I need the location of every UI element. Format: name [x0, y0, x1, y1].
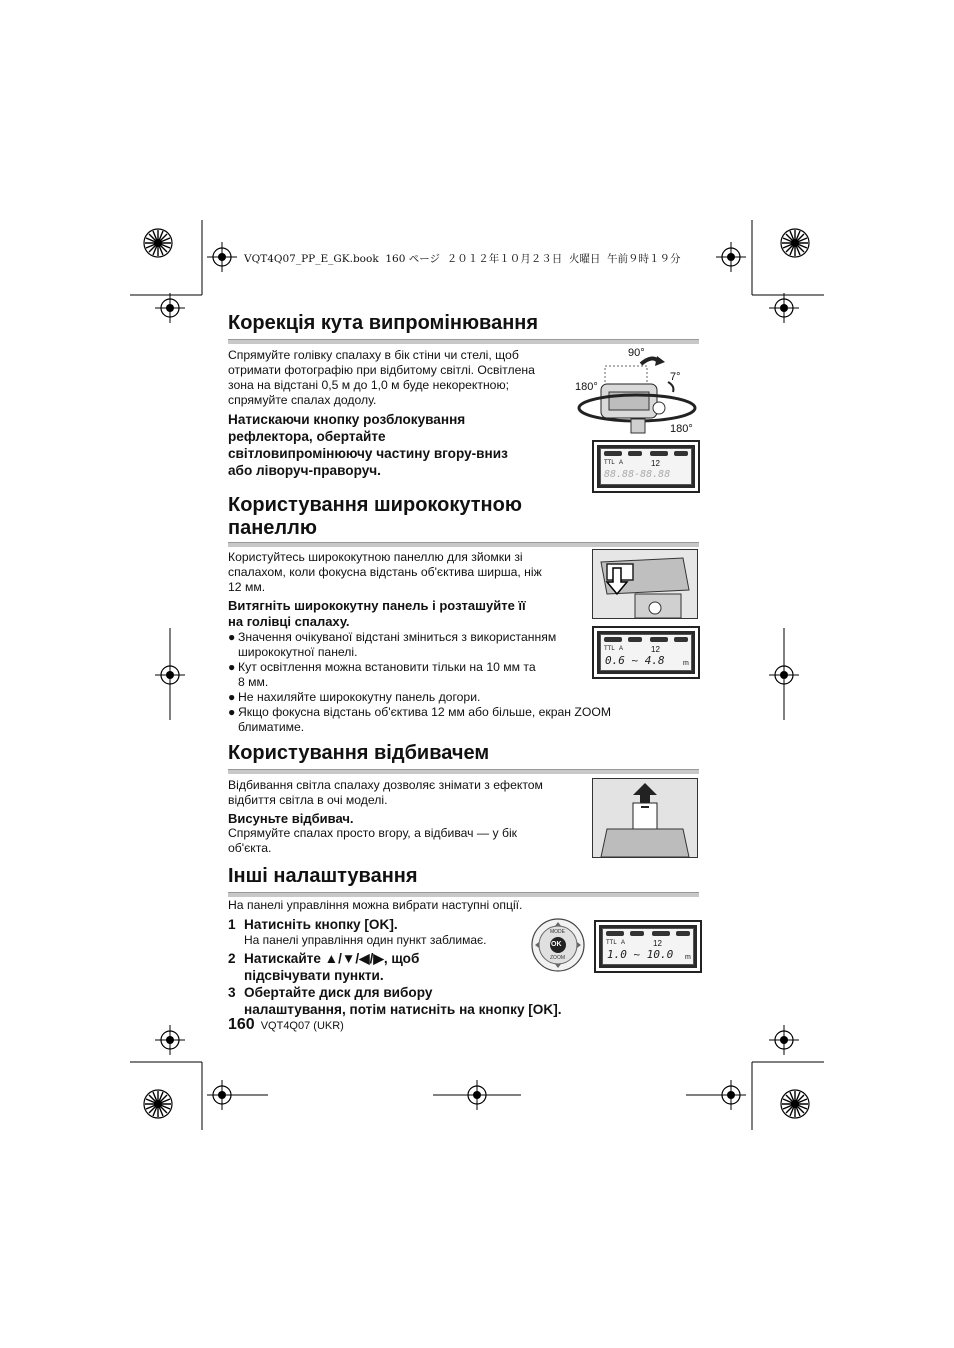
step-1: 1 Натисніть кнопку [OK]. На панелі управління один пункт заблимає.: [228, 917, 487, 947]
reflector-photo: [592, 778, 698, 858]
dial-ok-label: OK: [551, 941, 562, 948]
section3-subtext: Спрямуйте спалах просто вгору, а відбивач — у бік об'єкта.: [228, 826, 517, 855]
list-item: ● Кут освітлення можна встановити тільки на 10 мм та 8 мм.: [228, 660, 536, 689]
document-code: VQT4Q07 (UKR): [260, 1020, 344, 1032]
flash-rotation-illustration: [573, 344, 699, 438]
angle-label-7: 7°: [670, 371, 681, 383]
lcd-range: 0.6 ~ 4.8: [605, 654, 665, 667]
lcd-panel-1: [592, 440, 700, 493]
step-3: 3 Обертайте диск для вибору налаштування, потім натисніть на кнопку [OK].: [228, 985, 562, 1017]
step-2: 2 Натискайте ▲/▼/◀/▶, щоб підсвічувати пункти.: [228, 951, 420, 983]
section-rule: [228, 892, 699, 897]
section2-bullets: [228, 630, 648, 735]
section-rule: [228, 542, 699, 547]
lcd-ttl: TTL: [604, 646, 615, 652]
section-title-other-settings: Інші налаштування: [228, 865, 418, 887]
dial-mode-label: MODE: [550, 929, 565, 935]
section-title-reflector: Користування відбивачем: [228, 742, 490, 764]
lcd-a: A: [619, 646, 624, 652]
lcd-range-placeholder: 88.88-88.88: [604, 469, 671, 480]
lcd-range: 1.0 ~ 10.0: [607, 948, 674, 961]
section3-paragraph: Відбивання світла спалаху дозволяє знімати з ефектом відбиття світла в очі моделі.: [228, 778, 543, 807]
lcd-panel-2: [592, 626, 700, 679]
lcd-ttl: TTL: [606, 940, 617, 946]
section-rule: [228, 769, 699, 774]
section1-paragraph: Спрямуйте голівку спалаху в бік стіни чи стелі, щоб отримати фотографію при відбитому світлі. Освітлена зона на відстані 0,5 м до 1,0 м буде некоректною; спрямуйте спалах додолу.: [228, 348, 535, 407]
lcd-unit: m: [683, 660, 689, 667]
section-title-angle: Корекція кута випромінювання: [228, 312, 539, 334]
lcd-zoom-value: 12: [651, 459, 660, 468]
section3-instruction: Висуньте відбивач.: [228, 811, 354, 826]
angle-label-180-right: 180°: [670, 423, 693, 435]
section2-paragraph: Користуйтесь ширококутною панеллю для зйомки зі спалахом, коли фокусна відстань об'єктива ширша, ніж 12 мм.: [228, 550, 542, 594]
page-number: 160: [228, 1016, 255, 1033]
page-footer: [228, 1016, 344, 1034]
dial-zoom-label: ZOOM: [550, 955, 565, 961]
lcd-a: A: [619, 460, 624, 466]
lcd-zoom-value: 12: [651, 645, 660, 654]
lcd-panel-3: [594, 920, 702, 973]
angle-label-90: 90°: [628, 347, 645, 359]
list-item: ● Якщо фокусна відстань об'єктива 12 мм або більше, екран ZOOM блиматиме.: [228, 705, 611, 734]
print-header: VQT4Q07_PP_E_GK.book 160 ページ ２０１２年１０月２３日 火曜日 午前９時１９分: [244, 253, 681, 265]
lcd-zoom-value: 12: [653, 939, 662, 948]
lcd-unit: m: [685, 954, 691, 961]
section2-instruction: Витягніть ширококутну панель і розташуйте її на голівці спалаху.: [228, 598, 526, 629]
angle-label-180-left: 180°: [575, 381, 598, 393]
section1-instruction: Натискаючи кнопку розблокування рефлектора, обертайте світловипромінюючу частину вгору-вниз або ліворуч-праворуч.: [228, 412, 508, 478]
control-dial: [530, 917, 586, 973]
list-item: ● Не нахиляйте ширококутну панель догори.: [228, 690, 481, 704]
wide-panel-photo: [592, 549, 698, 619]
section-title-wide-panel: Користування ширококутною панеллю: [228, 494, 522, 539]
lcd-a: A: [621, 940, 626, 946]
list-item: ● Значення очікуваної відстані зміниться з використанням ширококутної панелі.: [228, 630, 557, 659]
section4-paragraph: На панелі управління можна вибрати наступні опції.: [228, 898, 523, 912]
lcd-ttl: TTL: [604, 460, 615, 466]
